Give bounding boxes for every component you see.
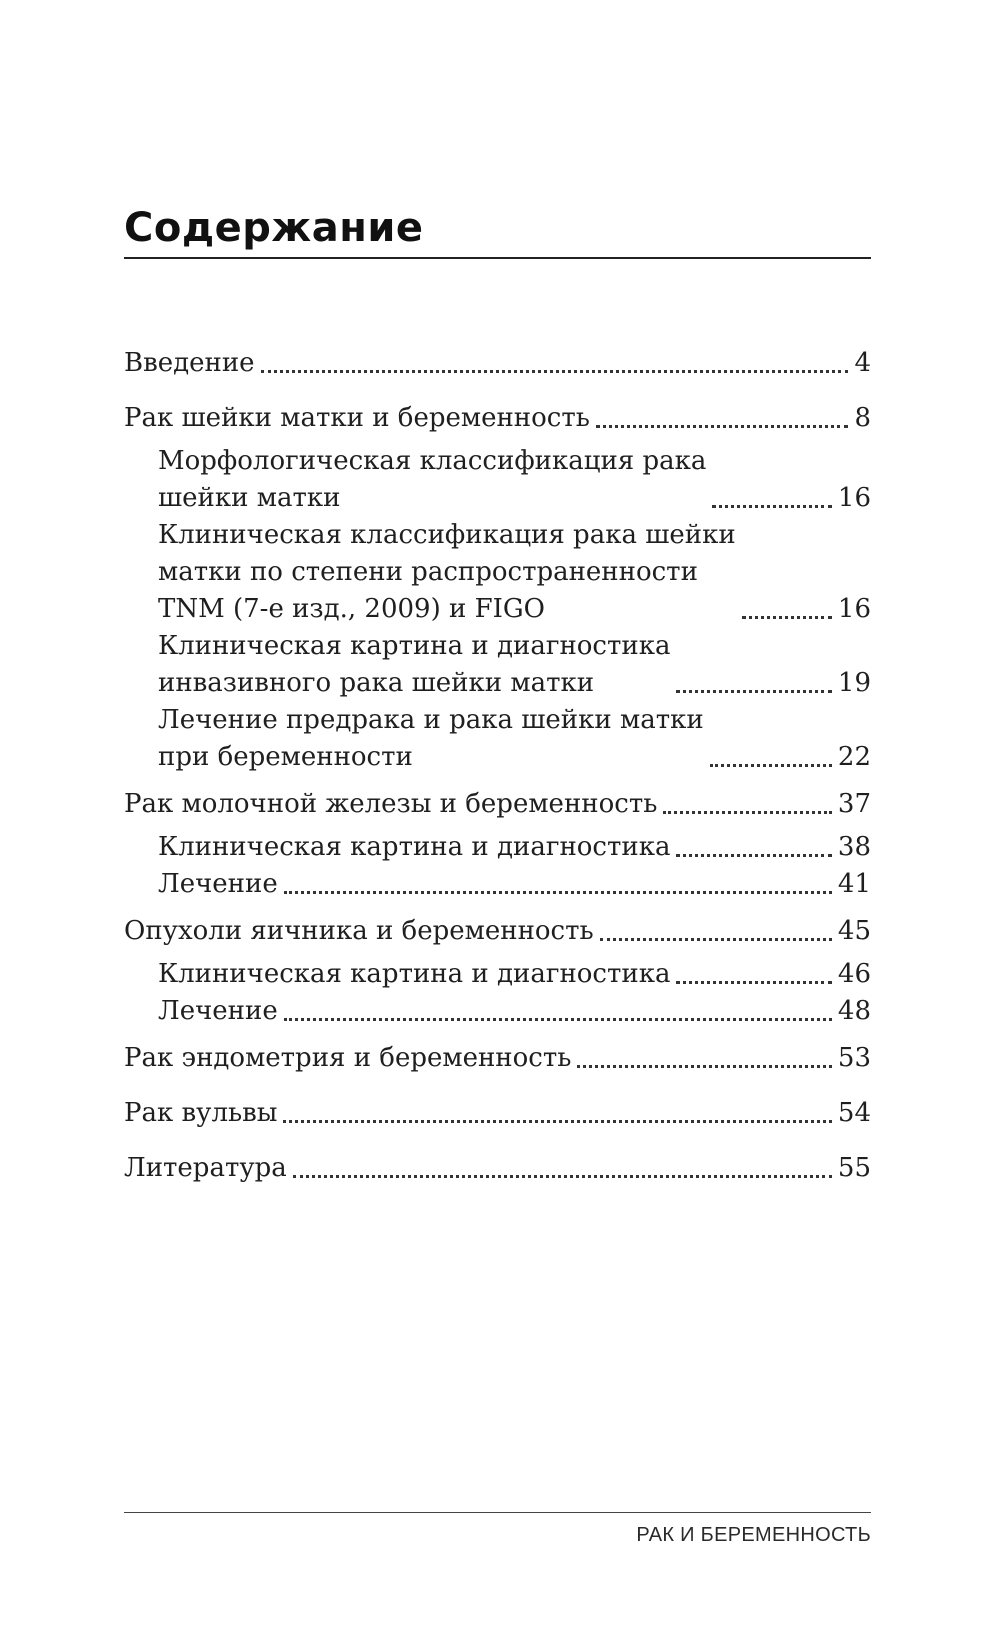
toc-entry-title bbox=[158, 956, 670, 993]
toc-entry-title-line: Клиническая картина и диагностика bbox=[158, 959, 671, 989]
toc-entry[interactable] bbox=[124, 866, 871, 903]
dot-leader bbox=[676, 854, 831, 857]
toc-entry-page-number: 45 bbox=[837, 916, 871, 946]
toc-entry-page-number: 37 bbox=[837, 789, 871, 819]
toc-entry-page-number: 54 bbox=[837, 1098, 871, 1128]
toc-entry-title-line: Литература bbox=[124, 1153, 287, 1183]
toc-entry[interactable] bbox=[124, 517, 871, 628]
toc-entry[interactable] bbox=[124, 956, 871, 993]
toc-entry-title bbox=[124, 913, 594, 950]
toc-entry-title-line: Рак молочной железы и беременность bbox=[124, 789, 658, 819]
toc-entry-title-line: Лечение bbox=[158, 996, 278, 1026]
toc-entry-page-number: 53 bbox=[837, 1043, 871, 1073]
dot-leader bbox=[663, 811, 832, 814]
toc-entry-title bbox=[158, 443, 706, 517]
title-underline bbox=[124, 257, 871, 259]
toc-entry[interactable] bbox=[124, 993, 871, 1030]
dot-leader bbox=[710, 764, 832, 767]
toc-entry-page-number: 16 bbox=[837, 594, 871, 624]
toc-entry[interactable] bbox=[124, 702, 871, 776]
toc-entry-page-number: 8 bbox=[854, 403, 871, 433]
toc-entry-title-line: Морфологическая классификация рака bbox=[158, 446, 707, 476]
dot-leader bbox=[676, 690, 831, 693]
toc-entry-title bbox=[124, 1095, 277, 1132]
toc-entry-title-line: Рак шейки матки и беременность bbox=[124, 403, 590, 433]
toc-entry-title bbox=[124, 345, 255, 382]
toc-entry[interactable] bbox=[124, 628, 871, 702]
toc-entry-title-line: Клиническая картина и диагностика bbox=[158, 631, 671, 661]
toc-entry[interactable] bbox=[124, 1095, 871, 1132]
toc-entry-title bbox=[158, 702, 704, 776]
toc-entry[interactable] bbox=[124, 913, 871, 950]
running-title: РАК И БЕРЕМЕННОСТЬ bbox=[636, 1524, 871, 1546]
toc-entry-page-number: 38 bbox=[837, 832, 871, 862]
toc-entry-title-line: Лечение bbox=[158, 869, 278, 899]
toc-entry-title-line: Рак эндометрия и беременность bbox=[124, 1043, 572, 1073]
toc-entry-title-line: Клиническая классификация рака шейки bbox=[158, 520, 736, 550]
toc-entry-page-number: 48 bbox=[837, 996, 871, 1026]
toc-entry-title-line: матки по степени распространенности bbox=[158, 557, 698, 587]
dot-leader bbox=[293, 1175, 832, 1178]
toc-entry-title bbox=[124, 400, 590, 437]
toc-entry[interactable] bbox=[124, 345, 871, 382]
dot-leader bbox=[261, 370, 849, 373]
dot-leader bbox=[742, 616, 832, 619]
toc-entry-title bbox=[124, 786, 657, 823]
toc-entry-title bbox=[124, 1150, 287, 1187]
toc-entry-title bbox=[158, 628, 670, 702]
toc-entry-title-line: при беременности bbox=[158, 742, 413, 772]
table-of-contents bbox=[124, 345, 871, 1187]
toc-entry[interactable] bbox=[124, 400, 871, 437]
toc-entry-title-line: шейки матки bbox=[158, 483, 341, 513]
toc-entry-page-number: 41 bbox=[837, 869, 871, 899]
toc-entry-page-number: 46 bbox=[837, 959, 871, 989]
dot-leader bbox=[283, 1120, 831, 1123]
toc-entry[interactable] bbox=[124, 829, 871, 866]
toc-entry-title-line: Лечение предрака и рака шейки матки bbox=[158, 705, 704, 735]
toc-entry[interactable] bbox=[124, 1150, 871, 1187]
toc-entry-title-line: Опухоли яичника и беременность bbox=[124, 916, 594, 946]
footer-rule bbox=[124, 1512, 871, 1513]
dot-leader bbox=[600, 938, 832, 941]
toc-entry-title-line: TNM (7-е изд., 2009) и FIGO bbox=[158, 594, 545, 624]
toc-entry[interactable] bbox=[124, 786, 871, 823]
dot-leader bbox=[284, 1018, 832, 1021]
toc-entry-title-line: Клиническая картина и диагностика bbox=[158, 832, 671, 862]
toc-entry-title-line: Рак вульвы bbox=[124, 1098, 278, 1128]
toc-entry-title bbox=[124, 1040, 571, 1077]
dot-leader bbox=[284, 891, 832, 894]
toc-entry-title bbox=[158, 866, 278, 903]
dot-leader bbox=[596, 425, 849, 428]
dot-leader bbox=[577, 1065, 832, 1068]
toc-entry-title bbox=[158, 517, 736, 628]
toc-entry-page-number: 55 bbox=[837, 1153, 871, 1183]
page-title: Содержание bbox=[124, 205, 424, 251]
toc-entry[interactable] bbox=[124, 443, 871, 517]
toc-entry[interactable] bbox=[124, 1040, 871, 1077]
toc-entry-page-number: 16 bbox=[837, 483, 871, 513]
toc-entry-page-number: 19 bbox=[837, 668, 871, 698]
toc-entry-page-number: 22 bbox=[837, 742, 871, 772]
toc-entry-page-number: 4 bbox=[854, 348, 871, 378]
dot-leader bbox=[712, 505, 832, 508]
toc-entry-title-line: Введение bbox=[124, 348, 255, 378]
toc-entry-title-line: инвазивного рака шейки матки bbox=[158, 668, 595, 698]
toc-entry-title bbox=[158, 829, 670, 866]
dot-leader bbox=[676, 981, 831, 984]
toc-entry-title bbox=[158, 993, 278, 1030]
